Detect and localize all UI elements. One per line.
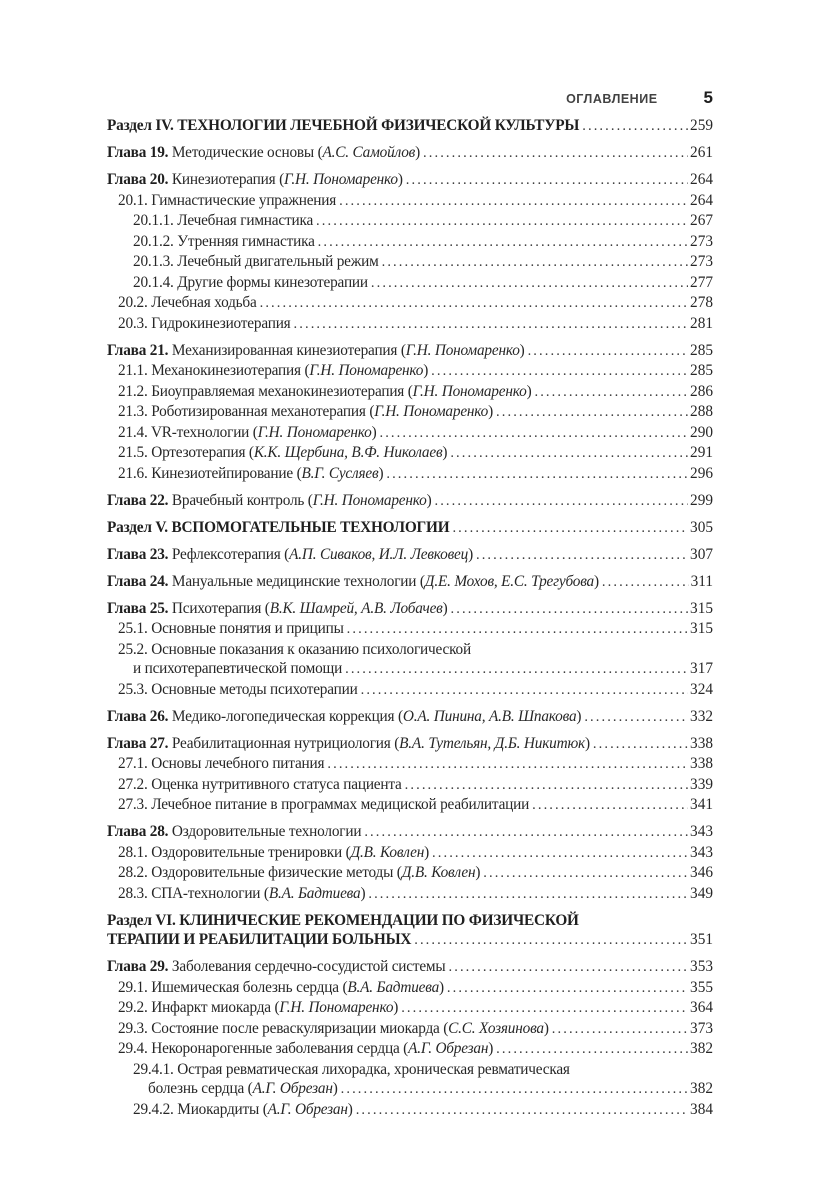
toc-entry [107, 640, 713, 660]
toc-page-number: 264 [690, 171, 713, 188]
toc-page-number: 373 [690, 1019, 713, 1037]
toc-entry [107, 978, 713, 999]
dot-leader [534, 382, 688, 403]
toc-entry [107, 252, 713, 273]
dot-leader [405, 775, 688, 796]
toc-page-number: 332 [690, 707, 713, 725]
dot-leader [532, 795, 688, 816]
toc-entry-text: Глава 26. Медико-логопедическая коррекция (О.А. Пинина, А.В. Шпакова) [107, 707, 582, 725]
toc-page-number: 296 [690, 464, 713, 482]
toc-entry [107, 402, 713, 423]
dot-leader [528, 341, 688, 362]
toc-entry-text: 25.3. Основные методы психотерапии [118, 680, 358, 698]
dot-leader [602, 572, 689, 593]
dot-leader [452, 518, 688, 539]
toc-entry [107, 1079, 713, 1100]
toc-page-number: 355 [690, 978, 713, 996]
toc-entry-text: 27.1. Основы лечебного питания [118, 755, 325, 772]
toc-entry-text: 28.2. Оздоровительные физические методы (Д.В. Ковлен) [118, 864, 481, 881]
toc-entry [107, 822, 713, 843]
dot-leader [450, 443, 688, 464]
toc-entry-text: 20.1.2. Утренняя гимнастика [133, 232, 315, 250]
toc-entry-text: 28.3. СПА-технологии (В.А. Бадтиева) [118, 884, 366, 902]
toc-entry-text: Глава 29. Заболевания сердечно-сосудистой системы [107, 958, 446, 975]
toc-list [107, 116, 713, 1120]
dot-leader [423, 143, 688, 164]
dot-leader [347, 619, 688, 640]
toc-page-number: 299 [690, 491, 713, 509]
toc-entry [107, 680, 713, 701]
toc-entry [107, 619, 713, 640]
toc-page-number: 273 [690, 253, 713, 270]
dot-leader [593, 734, 688, 755]
dot-leader [318, 232, 688, 253]
toc-entry [107, 232, 713, 253]
dot-leader [447, 978, 688, 999]
running-title: ОГЛАВЛЕНИЕ [566, 92, 658, 106]
page-number: 5 [703, 88, 713, 107]
dot-leader [552, 1019, 688, 1040]
toc-entry [107, 314, 713, 335]
dot-leader [431, 361, 688, 382]
toc-page-number: 343 [690, 823, 713, 840]
toc-page-number: 278 [690, 294, 713, 311]
toc-entry [107, 545, 713, 566]
toc-page-number: 339 [690, 775, 713, 793]
toc-entry-text: 21.6. Кинезиотейпирование (В.Г. Сусляев) [118, 464, 384, 482]
toc-entry [107, 191, 713, 212]
dot-leader [382, 252, 688, 273]
dot-leader [379, 423, 688, 444]
toc-entry-text: Глава 19. Методические основы (А.С. Самойлов) [107, 144, 421, 161]
toc-entry-text: 21.4. VR-технологии (Г.Н. Пономаренко) [118, 423, 377, 441]
toc-entry-text: 20.1.4. Другие формы кинезотерапии [133, 273, 368, 291]
toc-page-number: 315 [690, 599, 713, 617]
toc-entry [107, 572, 713, 593]
toc-entry-text: 29.4.2. Миокардиты (А.Г. Обрезан) [133, 1100, 353, 1118]
toc-entry-text: 20.3. Гидрокинезиотерапия [118, 314, 291, 332]
toc-page-number: 382 [690, 1080, 713, 1097]
toc-entry [107, 170, 713, 191]
toc-entry [107, 491, 713, 512]
toc-entry [107, 911, 713, 931]
toc-entry [107, 1100, 713, 1121]
toc-entry [107, 341, 713, 362]
toc-page-number: 305 [690, 518, 713, 536]
dot-leader [260, 293, 688, 314]
toc-entry [107, 382, 713, 403]
dot-leader [483, 863, 688, 884]
toc-entry [107, 884, 713, 905]
toc-entry [107, 1019, 713, 1040]
dot-leader [361, 680, 688, 701]
toc-entry [107, 863, 713, 884]
toc-page-number: 285 [690, 362, 713, 379]
toc-entry [107, 659, 713, 680]
toc-entry-text: Глава 20. Кинезиотерапия (Г.Н. Пономаренко) [107, 171, 403, 188]
dot-leader [327, 754, 688, 775]
toc-entry-text: ТЕРАПИИ И РЕАБИЛИТАЦИИ БОЛЬНЫХ [107, 931, 412, 948]
dot-leader [476, 545, 688, 566]
toc-entry-text: 27.2. Оценка нутритивного статуса пациента [118, 775, 402, 793]
dot-leader [414, 930, 688, 951]
dot-leader [434, 491, 688, 512]
dot-leader [584, 707, 688, 728]
toc-page-number: 324 [690, 680, 713, 698]
toc-entry [107, 211, 713, 232]
dot-leader [451, 599, 689, 620]
toc-page-number: 353 [690, 958, 713, 975]
toc-page-number: 267 [690, 212, 713, 229]
toc-entry [107, 464, 713, 485]
toc-entry [107, 143, 713, 164]
dot-leader [401, 998, 688, 1019]
toc-entry [107, 775, 713, 796]
toc-page-number: 261 [690, 144, 713, 161]
toc-entry [107, 707, 713, 728]
toc-page-number: 349 [690, 884, 713, 902]
dot-leader [386, 464, 688, 485]
toc-page-number: 290 [690, 423, 713, 441]
toc-entry [107, 843, 713, 864]
toc-page-number: 264 [690, 191, 713, 209]
toc-entry-text: Глава 22. Врачебный контроль (Г.Н. Пономаренко) [107, 491, 432, 509]
toc-entry-text: Раздел VI. КЛИНИЧЕСКИЕ РЕКОМЕНДАЦИИ ПО ФИЗИЧЕСКОЙ [107, 911, 579, 929]
toc-entry-text: Глава 21. Механизированная кинезиотерапия (Г.Н. Пономаренко) [107, 341, 525, 359]
toc-entry-text: и психотерапевтической помощи [133, 660, 343, 677]
toc-page-number: 338 [690, 755, 713, 772]
toc-entry-text: 21.2. Биоуправляемая механокинезиотерапия (Г.Н. Пономаренко) [118, 382, 532, 400]
dot-leader [345, 659, 688, 680]
toc-entry-text: Глава 25. Психотерапия (В.К. Шамрей, А.В. Лобачев) [107, 599, 448, 617]
toc-entry [107, 273, 713, 294]
toc-entry [107, 443, 713, 464]
toc-entry [107, 518, 713, 539]
toc-entry-text: 29.3. Состояние после реваскуляризации миокарда (С.С. Хозяинова) [118, 1019, 549, 1037]
toc-entry-text: 20.1. Гимнастические упражнения [118, 191, 337, 209]
toc-entry-text: 29.2. Инфаркт миокарда (Г.Н. Пономаренко) [118, 999, 399, 1016]
toc-page-number: 346 [690, 864, 713, 881]
running-head [107, 88, 713, 105]
toc-entry [107, 361, 713, 382]
toc-entry-text: 29.4.1. Острая ревматическая лихорадка, хроническая ревматическая [133, 1060, 570, 1078]
toc-entry-text: 21.3. Роботизированная механотерапия (Г.Н. Пономаренко) [118, 403, 494, 420]
toc-page-number: 286 [690, 382, 713, 400]
dot-leader [356, 1100, 688, 1121]
toc-entry-text: Глава 27. Реабилитационная нутрициология (В.А. Тутельян, Д.Б. Никитюк) [107, 734, 590, 752]
dot-leader [496, 1039, 688, 1060]
toc-page-number: 259 [690, 117, 713, 134]
toc-entry [107, 754, 713, 775]
toc-entry-text: 25.2. Основные показания к оказанию психологической [118, 640, 471, 658]
dot-leader [339, 191, 688, 212]
toc-entry-text: Раздел IV. ТЕХНОЛОГИИ ЛЕЧЕБНОЙ ФИЗИЧЕСКОЙ КУЛЬТУРЫ [107, 117, 580, 134]
toc-entry [107, 734, 713, 755]
toc-entry [107, 998, 713, 1019]
toc-page-number: 277 [690, 273, 713, 291]
toc-entry-text: Глава 28. Оздоровительные технологии [107, 823, 362, 840]
toc-page-number: 315 [690, 620, 713, 637]
toc-page-number: 364 [690, 999, 713, 1016]
dot-leader [582, 116, 688, 137]
toc-entry-text: Глава 24. Мануальные медицинские технологии (Д.Е. Мохов, Е.С. Трегубова) [107, 572, 599, 590]
toc-page-number: 291 [690, 444, 713, 461]
page-content [107, 88, 713, 1120]
dot-leader [432, 843, 688, 864]
dot-leader [294, 314, 689, 335]
toc-entry [107, 795, 713, 816]
toc-entry-text: 20.1.1. Лечебная гимнастика [133, 212, 314, 229]
toc-page-number: 384 [690, 1100, 713, 1118]
dot-leader [364, 822, 688, 843]
toc-entry [107, 1039, 713, 1060]
toc-page-number: 338 [690, 734, 713, 752]
toc-entry-text: 28.1. Оздоровительные тренировки (Д.В. Ковлен) [118, 843, 430, 861]
dot-leader [496, 402, 688, 423]
toc-entry [107, 293, 713, 314]
toc-page-number: 343 [690, 843, 713, 861]
toc-page-number: 273 [690, 232, 713, 250]
toc-entry [107, 930, 713, 951]
toc-entry [107, 957, 713, 978]
dot-leader [341, 1079, 688, 1100]
toc-entry-text: 29.4. Некоронарогенные заболевания сердца (А.Г. Обрезан) [118, 1040, 494, 1057]
toc-entry-text: Раздел V. ВСПОМОГАТЕЛЬНЫЕ ТЕХНОЛОГИИ [107, 518, 450, 536]
dot-leader [449, 957, 689, 978]
toc-entry-text: 21.1. Механокинезиотерапия (Г.Н. Пономаренко) [118, 362, 429, 379]
toc-entry [107, 423, 713, 444]
toc-page-number: 288 [690, 403, 713, 420]
toc-entry-text: болезнь сердца (А.Г. Обрезан) [148, 1080, 338, 1097]
toc-entry-text: 21.5. Ортезотерапия (К.К. Щербина, В.Ф. Николаев) [118, 444, 448, 461]
toc-entry-text: 27.3. Лечебное питание в программах медициской реабилитации [118, 796, 530, 813]
toc-entry [107, 116, 713, 137]
toc-page-number: 317 [690, 660, 713, 677]
toc-page-number: 281 [690, 314, 713, 332]
dot-leader [371, 273, 688, 294]
toc-entry-text: 25.1. Основные понятия и приципы [118, 620, 344, 637]
dot-leader [406, 170, 688, 191]
toc-page-number: 382 [690, 1040, 713, 1057]
toc-page-number: 285 [690, 341, 713, 359]
toc-entry-text: 20.2. Лечебная ходьба [118, 294, 257, 311]
toc-entry [107, 599, 713, 620]
toc-entry-text: 20.1.3. Лечебный двигательный режим [133, 253, 379, 270]
toc-page-number: 351 [690, 931, 713, 948]
toc-entry-text: Глава 23. Рефлексотерапия (А.П. Сиваков, И.Л. Левковец) [107, 545, 473, 563]
dot-leader [316, 211, 688, 232]
toc-page-number: 307 [690, 545, 713, 563]
toc-page-number: 311 [690, 572, 713, 590]
toc-page-number: 341 [690, 796, 713, 813]
toc-entry-text: 29.1. Ишемическая болезнь сердца (В.А. Бадтиева) [118, 978, 444, 996]
toc-entry [107, 1060, 713, 1080]
dot-leader [368, 884, 688, 905]
